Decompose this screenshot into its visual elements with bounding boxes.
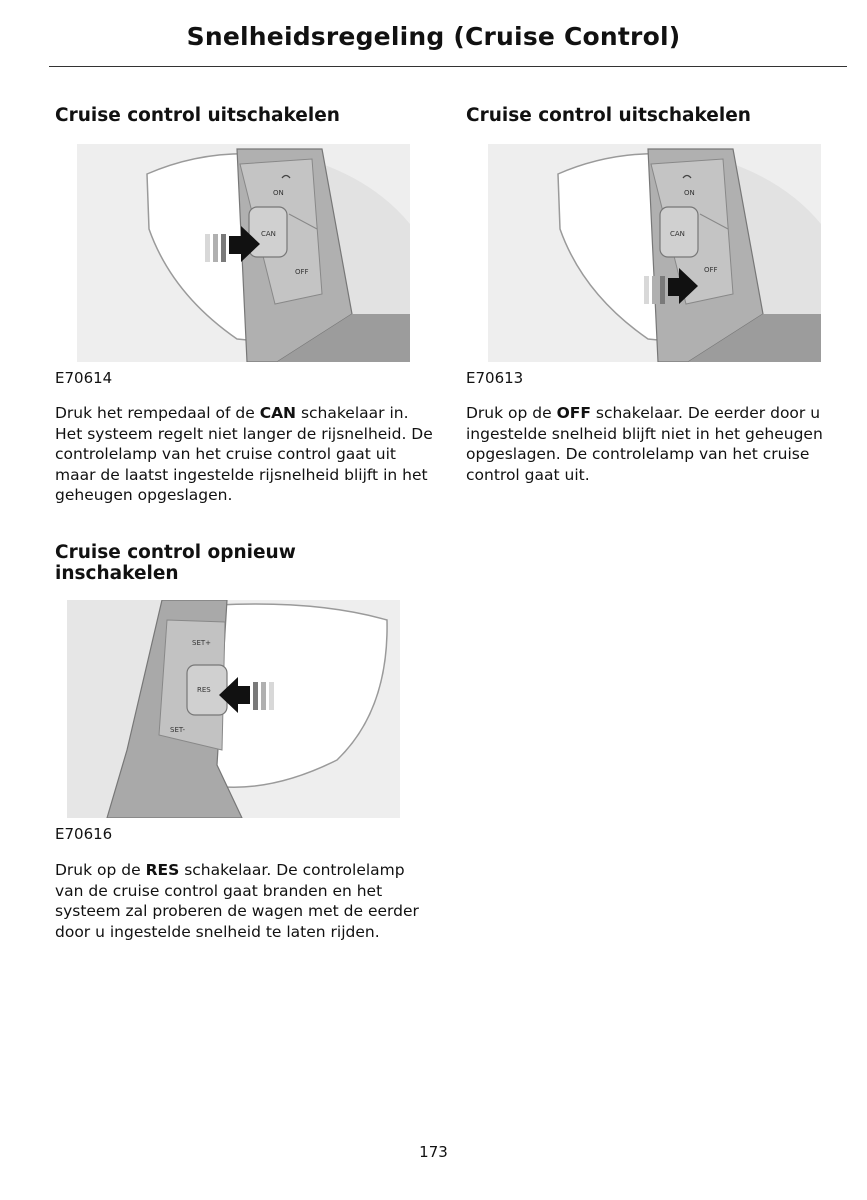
section-paragraph-can: Druk het rempedaal of de CAN schakelaar in. Het systeem regelt niet langer de rijsnelheid. De controlelamp van het cruise control gaat uit maar de laatst ingestelde rijsnelheid blijft in het geheugen opgeslagen. — [55, 404, 433, 504]
title-divider — [49, 66, 847, 67]
button-label-can: CAN — [670, 230, 685, 238]
button-label-on: ON — [684, 189, 695, 197]
steering-wheel-can-illustration — [77, 144, 410, 362]
button-label-off: OFF — [295, 268, 309, 276]
button-name-off: OFF — [556, 404, 591, 422]
steering-wheel-off-illustration — [488, 144, 821, 362]
button-label-set-plus: SET+ — [192, 639, 212, 647]
section-paragraph-off: Druk op de OFF schakelaar. De eerder door u ingestelde snelheid blijft niet in het geheugen opgeslagen. De controlelamp van het cruise control gaat uit. — [466, 404, 823, 484]
figure-code: E70614 — [55, 369, 113, 387]
button-name-can: CAN — [259, 404, 297, 422]
section-heading-off: Cruise control uitschakelen — [466, 105, 751, 126]
section-heading-can: Cruise control uitschakelen — [55, 105, 340, 126]
section-paragraph-resume: Druk op de RES schakelaar. De controlelamp van de cruise control gaat branden en het systeem zal proberen de wagen met de eerder door u ingestelde snelheid te laten rijden. — [55, 861, 419, 941]
button-label-set-minus: SET- — [170, 726, 186, 734]
button-label-can: CAN — [261, 230, 276, 238]
figure-code: E70616 — [55, 825, 113, 843]
page-title: Snelheidsregeling (Cruise Control) — [186, 22, 681, 51]
steering-wheel-res-illustration — [67, 600, 400, 818]
button-label-res: RES — [197, 686, 211, 694]
button-label-off: OFF — [704, 266, 718, 274]
section-heading-resume: Cruise control opnieuw inschakelen — [55, 542, 296, 584]
button-label-on: ON — [273, 189, 284, 197]
figure-code: E70613 — [466, 369, 524, 387]
button-name-res: RES — [145, 861, 180, 879]
page-number: 173 — [419, 1143, 448, 1161]
